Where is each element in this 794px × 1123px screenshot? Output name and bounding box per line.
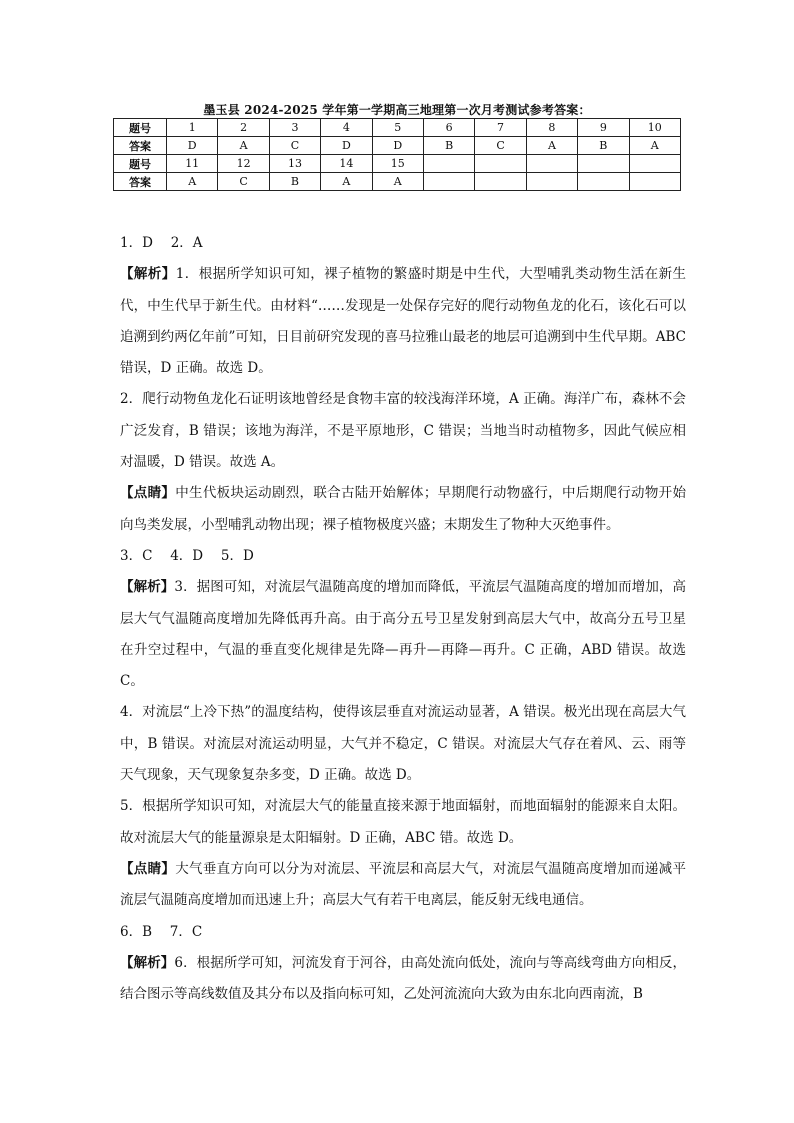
paragraph-text: 3．据图可知，对流层气温随高度的增加而降低，平流层气温随高度的增加而增加，高层大气气温随高度增加先降低再升高。由于高分五号卫星发射到高层大气中，故高分五号卫星在升空过程中，气温的垂直变化规律是先降—再升—再降—再升。C 正确，ABD 错误。故选 C。 <box>120 579 687 690</box>
table-cell <box>578 173 629 191</box>
table-cell <box>526 155 577 173</box>
table-cell: 10 <box>629 119 680 137</box>
row-header: 题号 <box>114 119 167 137</box>
paragraph-text: 3．C 4．D 5．D <box>120 547 254 564</box>
table-cell <box>629 173 680 191</box>
table-row <box>114 173 681 191</box>
section-tag: 【解析】 <box>120 954 175 971</box>
paragraph <box>120 791 686 854</box>
table-cell: 7 <box>475 119 526 137</box>
paragraph-text: 中生代板块运动剧烈，联合古陆开始解体；早期爬行动物盛行，中后期爬行动物开始向鸟类发展，小型哺乳动物出现；裸子植物极度兴盛；末期发生了物种大灭绝事件。 <box>120 485 686 533</box>
table-cell: B <box>578 137 629 155</box>
table-cell: C <box>475 137 526 155</box>
paragraph <box>120 854 686 917</box>
table-cell: D <box>167 137 218 155</box>
paragraph <box>120 384 686 478</box>
table-cell: C <box>269 137 320 155</box>
table-cell: A <box>321 173 372 191</box>
table-cell: D <box>321 137 372 155</box>
table-cell: A <box>629 137 680 155</box>
table-cell: A <box>167 173 218 191</box>
paragraph-text: 6．B 7．C <box>120 923 203 940</box>
table-cell: A <box>218 137 269 155</box>
table-cell: 1 <box>167 119 218 137</box>
paragraph-text: 1．D 2．A <box>120 235 203 251</box>
table-cell <box>423 155 474 173</box>
answer-table <box>113 118 681 191</box>
table-row <box>114 155 681 173</box>
page-title: 墨玉县 2024-2025 学年第一学期高三地理第一次月考测试参考答案： <box>203 103 591 117</box>
paragraph <box>120 541 686 572</box>
table-cell: 14 <box>321 155 372 173</box>
table-cell: B <box>269 173 320 191</box>
paragraph <box>120 572 686 697</box>
table-cell: 11 <box>167 155 218 173</box>
table-cell: 12 <box>218 155 269 173</box>
table-cell: 4 <box>321 119 372 137</box>
paragraph <box>120 948 686 1011</box>
paragraph <box>120 917 686 948</box>
row-header: 答案 <box>114 173 167 191</box>
table-cell <box>475 173 526 191</box>
paragraph <box>120 697 686 791</box>
row-header: 答案 <box>114 137 167 155</box>
paragraph-text: 大气垂直方向可以分为对流层、平流层和高层大气，对流层气温随高度增加而递减平流层气温随高度增加而迅速上升；高层大气有若干电离层，能反射无线电通信。 <box>120 860 686 909</box>
table-cell: B <box>423 137 474 155</box>
table-cell: 13 <box>269 155 320 173</box>
table-cell: 6 <box>423 119 474 137</box>
table-cell: 3 <box>269 119 320 137</box>
table-cell: 5 <box>372 119 423 137</box>
table-row <box>114 137 681 155</box>
paragraph-text: 4．对流层“上冷下热”的温度结构，使得该层垂直对流运动显著，A 错误。极光出现在高层大气中，B 错误。对流层对流运动明显，大气并不稳定，C 错误。对流层大气存在着风、云、雨等天气现象，天气现象复杂多变，D 正确。故选 D。 <box>120 704 686 784</box>
table-cell: A <box>526 137 577 155</box>
paragraph <box>120 259 686 384</box>
paragraph-text: 2．爬行动物鱼龙化石证明该地曾经是食物丰富的较浅海洋环境，A 正确。海洋广布，森林不会广泛发育，B 错误；该地为海洋，不是平原地形，C 错误；当地当时动植物多，因此气候应相对温暖，D 错误。故选 A。 <box>120 391 686 471</box>
section-tag: 【解析】 <box>120 579 175 596</box>
table-cell <box>578 155 629 173</box>
table-cell: 8 <box>526 119 577 137</box>
row-header: 题号 <box>114 155 167 173</box>
table-cell: D <box>372 137 423 155</box>
explanation-body <box>120 228 686 1010</box>
table-cell: 9 <box>578 119 629 137</box>
table-cell: C <box>218 173 269 191</box>
table-cell: 15 <box>372 155 423 173</box>
section-tag: 【点睛】 <box>120 860 176 877</box>
table-cell: 2 <box>218 119 269 137</box>
table-cell <box>526 173 577 191</box>
section-tag: 【解析】 <box>120 266 176 283</box>
table-cell: A <box>372 173 423 191</box>
paragraph-text: 5．根据所学知识可知，对流层大气的能量直接来源于地面辐射，而地面辐射的能源来自太阳。故对流层大气的能量源泉是太阳辐射。D 正确，ABC 错。故选 D。 <box>120 798 686 846</box>
table-cell <box>629 155 680 173</box>
table-row <box>114 119 681 137</box>
table-cell <box>423 173 474 191</box>
section-tag: 【点睛】 <box>120 485 176 502</box>
paragraph <box>120 478 686 541</box>
table-cell <box>475 155 526 173</box>
paragraph-text: 6．根据所学可知，河流发育于河谷，由高处流向低处，流向与等高线弯曲方向相反，结合图示等高线数值及其分布以及指向标可知，乙处河流流向大致为由东北向西南流，B <box>120 954 687 1003</box>
paragraph <box>120 228 686 259</box>
paragraph-text: 1．根据所学知识可知，裸子植物的繁盛时期是中生代，大型哺乳类动物生活在新生代，中生代早于新生代。由材料“……发现是一处保存完好的爬行动物鱼龙的化石，该化石可以追溯到约两亿年前”可知，日目前研究发现的喜马拉雅山最老的地层可追溯到中生代早期。ABC 错误，D 正确。故选 D。 <box>120 266 687 377</box>
